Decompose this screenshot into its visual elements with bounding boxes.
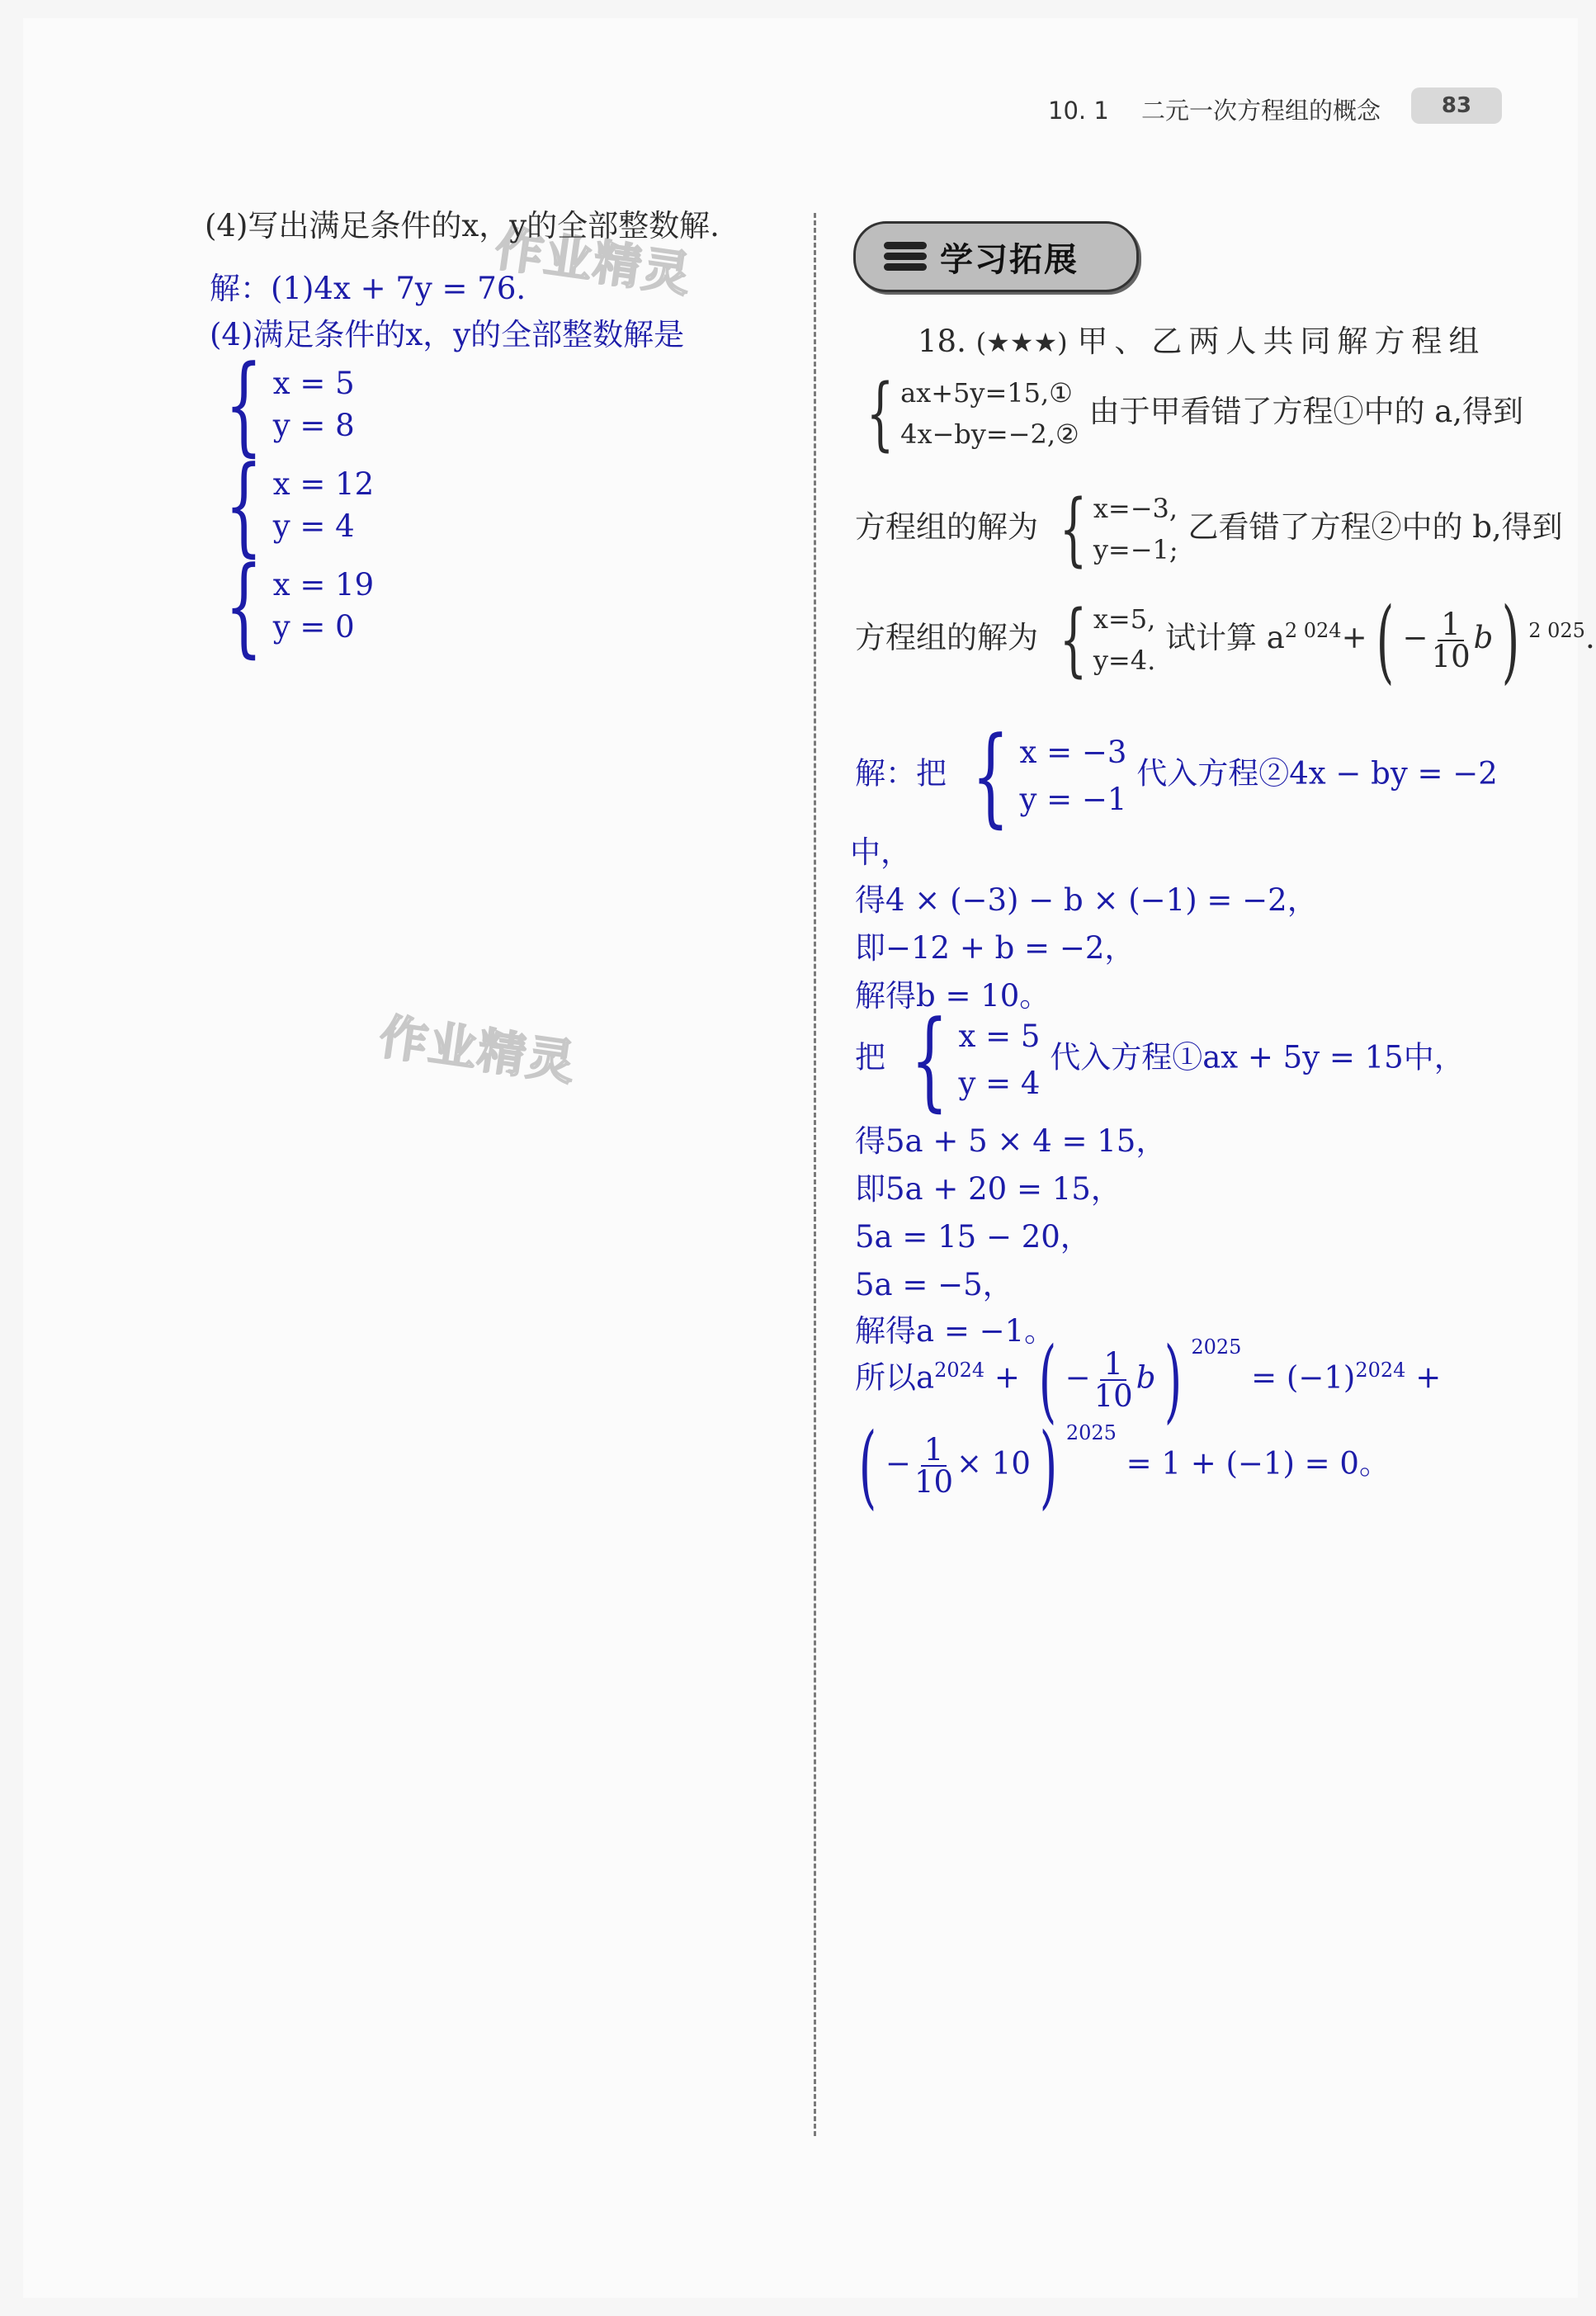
section-number: 10. 1 bbox=[1048, 97, 1109, 125]
fraction-denominator: 10 bbox=[1431, 638, 1471, 674]
sol-system-x: x = −3 bbox=[1019, 735, 1127, 770]
exponent: 2 025 bbox=[1528, 618, 1585, 642]
sol-text: = 1 + (−1) = 0。 bbox=[1126, 1445, 1390, 1482]
sol-line-12: 所以$a^{2024}$ + ( − $\frac{1}{10}$ b) $^{2025} = (-1)^{2024}$ + bbox=[855, 1327, 1442, 1433]
question-4: (4)写出满足条件的x，y的全部整数解. bbox=[205, 208, 720, 243]
sol-line-6: 把 { x = 5 y = 4 代入方程①ax + 5y = 15中， bbox=[855, 997, 1465, 1123]
problem-text-2a: 方程组的解为 bbox=[855, 509, 1038, 546]
sol-system-x: x = 5 bbox=[958, 1019, 1041, 1054]
sol-line-7: 得5a + 5 × 4 = 15， bbox=[855, 1123, 1167, 1159]
badge-label: 学习拓展 bbox=[940, 240, 1079, 279]
sol-system-y: y = −1 bbox=[1019, 782, 1127, 817]
problem-text-2b: 乙看错了方程②中的 b,得到 bbox=[1188, 509, 1563, 546]
solution-a-y: y=−1; bbox=[1093, 533, 1178, 565]
problem-18-line-3: 方程组的解为 { x=5, y=4. 试计算 $a^{2 024}+$( − $\frac{1}{10}$ b) $^{2 025}$. bbox=[855, 587, 1595, 693]
sol-line-8: 即5a + 20 = 15， bbox=[855, 1171, 1121, 1207]
exponent: 2025 bbox=[1065, 1421, 1117, 1445]
problem-text-1: 由于甲看错了方程①中的 a,得到 bbox=[1088, 394, 1524, 430]
sol-text: = (−1) bbox=[1251, 1359, 1356, 1396]
problem-text-3b: 试计算 a bbox=[1165, 620, 1285, 656]
sol-line-1: 解：把 { x = −3 y = −1 代入方程②4x − by = −2 bbox=[855, 713, 1498, 839]
problem-18-line-2: 方程组的解为 { x=−3, y=−1; 乙看错了方程②中的 b,得到 bbox=[855, 483, 1563, 576]
section-badge bbox=[853, 221, 1139, 292]
sol-line-2: 中， bbox=[850, 834, 911, 870]
solution-y: y = 0 bbox=[272, 609, 355, 645]
page-header bbox=[1048, 92, 1381, 126]
solution-x: x = 5 bbox=[272, 366, 355, 401]
fraction-numerator: 1 bbox=[921, 1435, 947, 1467]
exponent: 2025 bbox=[1191, 1335, 1242, 1359]
sol-line-5: 解得b = 10。 bbox=[855, 978, 1051, 1014]
sol-text: × 10 bbox=[956, 1445, 1031, 1482]
solution-x: x = 12 bbox=[272, 466, 375, 502]
sol-line-9: 5a = 15 − 20， bbox=[855, 1219, 1091, 1255]
problem-18-system: { ax+5y=15,① 4x−by=−2,② 由于甲看错了方程①中的 a,得到 bbox=[866, 367, 1524, 461]
sol-text: 代入方程①ax + 5y = 15中， bbox=[1050, 1039, 1465, 1075]
sol-system-y: y = 4 bbox=[958, 1066, 1041, 1101]
fraction-numerator: 1 bbox=[1100, 1349, 1126, 1381]
watermark: 作业精灵 bbox=[375, 1008, 580, 1092]
solution-b-x: x=5, bbox=[1093, 603, 1156, 635]
sol-line-13: ( − $\frac{1}{10}$ × 10) $^{2025}$ = 1 + (−1) = 0。 bbox=[858, 1413, 1390, 1519]
fraction-denominator: 10 bbox=[914, 1464, 954, 1500]
sol-text: + bbox=[1415, 1359, 1442, 1396]
sol-text: 代入方程②4x − by = −2 bbox=[1136, 755, 1498, 792]
exponent: 2 024 bbox=[1284, 618, 1342, 642]
solution-b-y: y=4. bbox=[1093, 644, 1156, 676]
problem-text-3a: 方程组的解为 bbox=[855, 620, 1038, 656]
solution-set-2: { x = 12 y = 4 bbox=[224, 442, 375, 568]
solution-a-x: x=−3, bbox=[1093, 493, 1178, 524]
solution-set-3: { x = 19 y = 0 bbox=[224, 543, 375, 669]
sol-line-4: 即−12 + b = −2， bbox=[855, 930, 1136, 966]
solution-x: x = 19 bbox=[272, 567, 375, 603]
problem-intro: 甲、乙两人共同解方程组 bbox=[1077, 324, 1486, 359]
fraction-numerator: 1 bbox=[1438, 609, 1464, 641]
difficulty-stars: (★★★) bbox=[975, 327, 1068, 358]
equation-2: 4x−by=−2,② bbox=[900, 418, 1079, 450]
sol-text: 解：把 bbox=[855, 755, 947, 792]
books-icon bbox=[884, 240, 927, 273]
sol-line-3: 得4 × (−3) − b × (−1) = −2， bbox=[855, 882, 1318, 918]
equation-1: ax+5y=15,① bbox=[900, 377, 1073, 409]
column-divider bbox=[814, 213, 816, 2136]
solution-y: y = 4 bbox=[272, 508, 355, 544]
problem-18-header bbox=[918, 322, 1485, 362]
problem-number: 18. bbox=[918, 324, 966, 359]
sol-text: + bbox=[994, 1359, 1020, 1396]
sol-line-10: 5a = −5， bbox=[855, 1267, 1013, 1302]
answer-line-2: (4)满足条件的x，y的全部整数解是 bbox=[210, 317, 685, 352]
exponent: 2024 bbox=[1355, 1359, 1406, 1383]
fraction-denominator: 10 bbox=[1093, 1378, 1133, 1414]
exponent: 2024 bbox=[934, 1359, 985, 1383]
sol-text: 所以a bbox=[855, 1359, 935, 1396]
sol-line-11: 解得a = −1。 bbox=[855, 1313, 1055, 1349]
page-number: 83 bbox=[1411, 87, 1502, 124]
sol-text: 把 bbox=[855, 1039, 885, 1075]
solution-set-1: { x = 5 y = 8 bbox=[224, 342, 355, 467]
watermark: 作业精灵 bbox=[491, 220, 696, 304]
solution-y: y = 8 bbox=[272, 408, 355, 443]
section-title: 二元一次方程组的概念 bbox=[1141, 97, 1381, 125]
answer-line-1: 解：(1)4x + 7y = 76. bbox=[210, 271, 526, 306]
